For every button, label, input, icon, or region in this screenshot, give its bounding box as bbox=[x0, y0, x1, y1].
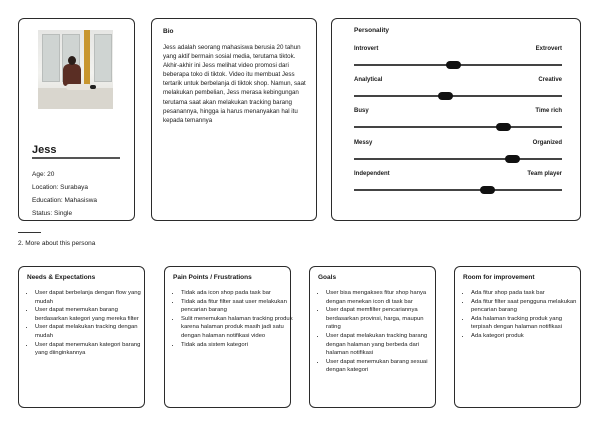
list-item: • Tidak ada sistem kategori bbox=[181, 341, 293, 350]
improvement-title: Room for improvement bbox=[463, 274, 535, 281]
trait-slider-track bbox=[354, 95, 562, 97]
trait-left-label: Analytical bbox=[354, 77, 383, 83]
trait-left-label: Busy bbox=[354, 108, 369, 114]
list-item: • User dapat melakukan tracking dengan mudah bbox=[35, 323, 147, 340]
persona-name: Jess bbox=[32, 144, 57, 156]
list-item: • User dapat menemukan barang berdasarkan kategori yang mereka filter bbox=[35, 306, 147, 323]
profile-card bbox=[18, 18, 135, 221]
persona-education: Education: Mahasiswa bbox=[32, 197, 98, 204]
list-item: • Ada fitur shop pada task bar bbox=[471, 289, 583, 298]
name-underline bbox=[32, 157, 120, 159]
list-item: • User dapat menemukan barang sesuai dengan kategori bbox=[326, 358, 438, 375]
list-item: • User dapat memfilter pencariannya berdasarkan provinsi, harga, maupun rating bbox=[326, 306, 438, 332]
improvement-card bbox=[454, 266, 581, 408]
goals-card bbox=[309, 266, 436, 408]
bio-title: Bio bbox=[163, 28, 174, 35]
goals-title: Goals bbox=[318, 274, 337, 281]
trait-right-label: Team player bbox=[527, 171, 562, 177]
personality-title: Personality bbox=[354, 27, 390, 34]
list-item: • User bisa mengakses fitur shop hanya dengan menekan icon di task bar bbox=[326, 289, 438, 306]
list-item: • User dapat berbelanja dengan flow yang mudah bbox=[35, 289, 147, 306]
improvement-list bbox=[463, 289, 583, 341]
personality-card bbox=[331, 18, 581, 221]
persona-status: Status: Single bbox=[32, 210, 73, 217]
list-item: • Ada kategori produk bbox=[471, 332, 583, 341]
needs-card bbox=[18, 266, 145, 408]
trait-right-label: Organized bbox=[532, 140, 562, 146]
trait-right-label: Extrovert bbox=[535, 46, 562, 52]
trait-slider-knob bbox=[446, 61, 461, 69]
list-item: • Tidak ada icon shop pada task bar bbox=[181, 289, 293, 298]
section-title: 2. More about this persona bbox=[18, 240, 96, 247]
goals-list bbox=[318, 289, 438, 375]
list-item: • User dapat menemukan kategori barang yang diinginkannya bbox=[35, 341, 147, 358]
trait-slider-track bbox=[354, 126, 562, 128]
list-item: • Ada halaman tracking produk yang terpisah dengan halaman notifikasi bbox=[471, 315, 583, 332]
persona-location: Location: Surabaya bbox=[32, 184, 89, 191]
trait-left-label: Independent bbox=[354, 171, 390, 177]
trait-slider-track bbox=[354, 189, 562, 191]
pain-points-title: Pain Points / Frustrations bbox=[173, 274, 252, 281]
list-item: • Sulit menemukan halaman tracking produk karena halaman produk masih jadi satu dengan halaman notifikasi video bbox=[181, 315, 293, 341]
trait-slider-knob bbox=[480, 186, 495, 194]
bio-text: Jess adalah seorang mahasiswa berusia 20 tahun yang aktif bermain sosial media, terutama tiktok. Akhir-akhir ini Jess melihat video promosi dari beberapa toko di tiktok. Video itu membuat Jess tertarik untuk berbelanja di tiktok shop. Namun, saat melakukan pembelian, Jess merasa kebingungan terutama saat akan melakukan tracking barang pesanannya, hingga ia harus menanyakan hal itu kepada temannya bbox=[163, 44, 306, 124]
bio-card bbox=[151, 18, 317, 221]
trait-right-label: Time rich bbox=[535, 108, 562, 114]
pain-points-card bbox=[164, 266, 291, 408]
trait-right-label: Creative bbox=[538, 77, 562, 83]
persona-age: Age: 20 bbox=[32, 171, 55, 178]
trait-slider-knob bbox=[496, 123, 511, 131]
list-item: • Ada fitur filter saat pengguna melakukan pencarian barang bbox=[471, 298, 583, 315]
trait-left-label: Introvert bbox=[354, 46, 379, 52]
trait-slider-knob bbox=[438, 92, 453, 100]
profile-photo bbox=[38, 30, 113, 109]
section-divider bbox=[18, 232, 41, 233]
trait-left-label: Messy bbox=[354, 140, 373, 146]
pain-points-list bbox=[173, 289, 293, 349]
trait-slider-knob bbox=[505, 155, 520, 163]
needs-title: Needs & Expectations bbox=[27, 274, 96, 281]
needs-list bbox=[27, 289, 147, 358]
list-item: • User dapat melakukan tracking barang dengan halaman yang berbeda dari halaman notifikasi bbox=[326, 332, 438, 358]
trait-slider-track bbox=[354, 158, 562, 160]
list-item: • Tidak ada fitur filter saat user melakukan pencarian barang bbox=[181, 298, 293, 315]
